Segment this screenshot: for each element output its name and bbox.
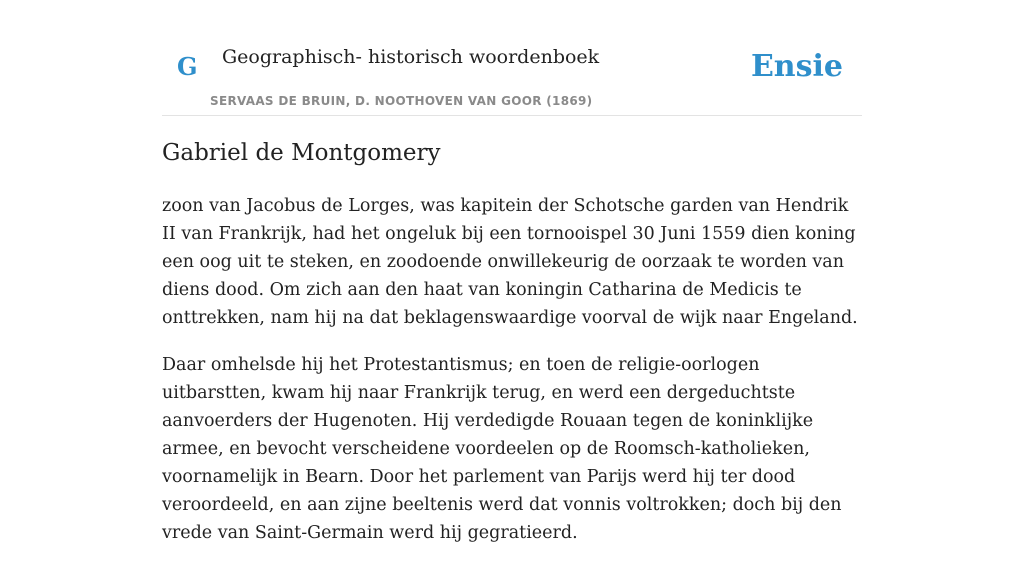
source-logo-icon[interactable]: G bbox=[177, 52, 198, 81]
entry-body bbox=[162, 192, 862, 566]
ensie-logo[interactable]: Ensie bbox=[750, 49, 843, 84]
entry-title: Gabriel de Montgomery bbox=[162, 140, 441, 166]
entry-paragraph: Daar omhelsde hij het Protestantismus; en toen de religie-oorlogen uitbarstten, kwam hij naar Frankrijk terug, en werd een dergeduchtste aanvoerders der Hugenoten. Hij verdedigde Rouaan tegen de koninklijke armee, en bevocht verscheidene voordeelen op de Roomsch-katholieken, voornamelijk in Bearn. Door het parlement van Parijs werd hij ter dood veroordeeld, en aan zijne beeltenis werd dat vonnis voltrokken; doch bij den vrede van Saint-Germain werd hij gegratieerd. bbox=[162, 355, 842, 543]
header bbox=[162, 0, 862, 116]
entry-paragraph: zoon van Jacobus de Lorges, was kapitein der Schotsche garden van Hendrik II van Frankrijk, had het ongeluk bij een tornooispel 30 Juni 1559 dien koning een oog uit te steken, en zoodoende onwillekeurig de oorzaak te worden van diens dood. Om zich aan den haat van koningin Catharina de Medicis te onttrekken, nam hij na dat beklagenswaardige voorval de wijk naar Engeland. bbox=[162, 196, 858, 328]
book-title[interactable]: Geographisch- historisch woordenboek bbox=[222, 46, 600, 68]
book-authors: SERVAAS DE BRUIN, D. NOOTHOVEN VAN GOOR (1869) bbox=[210, 94, 593, 108]
